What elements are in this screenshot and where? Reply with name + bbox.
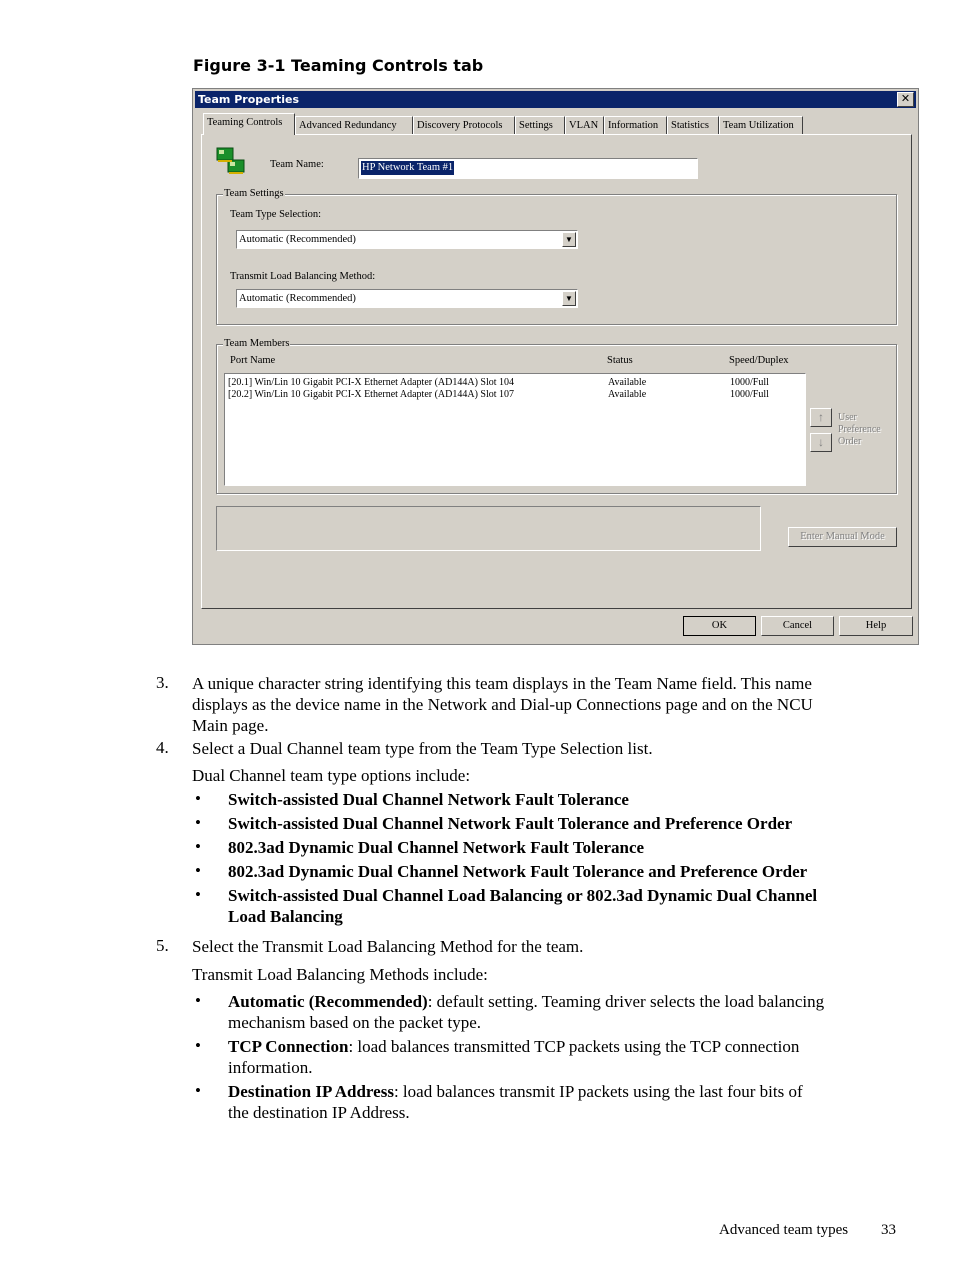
team-type-value: Automatic (Recommended) <box>239 234 356 245</box>
term: TCP Connection <box>228 1037 349 1056</box>
col-speed-duplex: Speed/Duplex <box>729 355 789 366</box>
tlb-method-item <box>228 1036 799 1078</box>
cancel-button[interactable]: Cancel <box>761 616 834 636</box>
tab-information[interactable]: Information <box>604 116 667 134</box>
team-type-select[interactable] <box>236 230 578 249</box>
step5-intro: Transmit Load Balancing Methods include: <box>192 965 488 984</box>
user-pref-line: Preference <box>838 424 881 435</box>
tlb-method-item <box>228 1081 803 1123</box>
team-type-option: Switch-assisted Dual Channel Network Fault Tolerance <box>228 790 629 809</box>
bullet-icon: • <box>195 1081 201 1100</box>
desc: : load balances transmit IP packets using the last four bits of <box>393 1082 803 1101</box>
bullet-icon: • <box>195 991 201 1010</box>
desc: the destination IP Address. <box>228 1103 410 1122</box>
team-name-value: HP Network Team #1 <box>362 162 454 173</box>
network-team-icon <box>216 146 246 176</box>
col-status: Status <box>607 355 633 366</box>
step4-text: Select a Dual Channel team type from the Team Type Selection list. <box>192 739 653 758</box>
bullet-icon: • <box>195 789 201 808</box>
term: Automatic (Recommended) <box>228 992 428 1011</box>
term: Destination IP Address <box>228 1082 394 1101</box>
team-name-label: Team Name: <box>270 159 324 170</box>
col-port-name: Port Name <box>230 355 276 366</box>
dialog-title: Team Properties <box>198 93 300 106</box>
step4-intro: Dual Channel team type options include: <box>192 766 471 785</box>
speed-cell: 1000/Full <box>730 377 769 388</box>
figure-caption: Figure 3-1 Teaming Controls tab <box>193 56 484 75</box>
speed-cell: 1000/Full <box>730 389 769 400</box>
tab-settings[interactable]: Settings <box>515 116 565 134</box>
team-type-label: Team Type Selection: <box>230 209 322 220</box>
port-name-cell: [20.2] Win/Lin 10 Gigabit PCI-X Ethernet Adapter (AD144A) Slot 107 <box>228 389 515 400</box>
user-preference-order-label <box>838 412 881 448</box>
dialog-titlebar <box>195 91 916 108</box>
close-button[interactable]: ✕ <box>897 92 914 107</box>
status-cell: Available <box>608 377 647 388</box>
tab-statistics[interactable]: Statistics <box>667 116 719 134</box>
tab-discovery-protocols[interactable]: Discovery Protocols <box>413 116 515 134</box>
tlb-method-item <box>228 991 824 1033</box>
tlb-method-value: Automatic (Recommended) <box>239 293 356 304</box>
team-type-option: 802.3ad Dynamic Dual Channel Network Fault Tolerance and Preference Order <box>228 862 808 881</box>
team-type-option: Switch-assisted Dual Channel Network Fault Tolerance and Preference Order <box>228 814 793 833</box>
tab-team-utilization[interactable]: Team Utilization <box>719 116 803 134</box>
move-up-button[interactable]: ↑ <box>810 408 832 427</box>
desc: mechanism based on the packet type. <box>228 1013 482 1032</box>
ok-button[interactable]: OK <box>683 616 756 636</box>
help-button[interactable]: Help <box>839 616 913 636</box>
desc: : load balances transmitted TCP packets using the TCP connection <box>348 1037 800 1056</box>
user-pref-line: Order <box>838 436 862 447</box>
enter-manual-mode-button[interactable]: Enter Manual Mode <box>788 527 897 547</box>
team-members-title: Team Members <box>224 338 290 349</box>
tab-advanced-redundancy[interactable]: Advanced Redundancy <box>295 116 413 134</box>
team-members-list[interactable] <box>224 373 806 486</box>
step5-text: Select the Transmit Load Balancing Method for the team. <box>192 937 584 956</box>
tab-teaming-controls[interactable]: Teaming Controls <box>203 113 295 135</box>
tlb-method-select[interactable] <box>236 289 578 308</box>
user-pref-line: User <box>838 412 857 423</box>
bullet-icon: • <box>195 1036 201 1055</box>
dropdown-arrow-icon[interactable]: ▼ <box>562 291 576 306</box>
status-cell: Available <box>608 389 647 400</box>
text-line: displays as the device name in the Network and Dial-up Connections page and on the NCU <box>192 695 813 714</box>
bullet-icon: • <box>195 885 201 904</box>
tlb-method-label: Transmit Load Balancing Method: <box>230 271 376 282</box>
step-number: 3. <box>156 673 169 692</box>
text-line: A unique character string identifying this team displays in the Team Name field. This name <box>192 674 812 693</box>
port-name-cell: [20.1] Win/Lin 10 Gigabit PCI-X Ethernet Adapter (AD144A) Slot 104 <box>228 377 515 388</box>
step-number: 5. <box>156 936 169 955</box>
team-type-option <box>228 885 817 927</box>
team-type-option: 802.3ad Dynamic Dual Channel Network Fault Tolerance <box>228 838 645 857</box>
desc: information. <box>228 1058 313 1077</box>
team-settings-title: Team Settings <box>224 188 284 199</box>
footer-section: Advanced team types <box>719 1222 849 1238</box>
bullet-icon: • <box>195 837 201 856</box>
page-number: 33 <box>881 1222 896 1238</box>
team-name-field[interactable] <box>358 158 698 179</box>
desc: : default setting. Teaming driver selects the load balancing <box>427 992 825 1011</box>
tab-vlan[interactable]: VLAN <box>565 116 604 134</box>
bullet-icon: • <box>195 813 201 832</box>
text-line: Main page. <box>192 716 269 735</box>
text-line: Switch-assisted Dual Channel Load Balancing or 802.3ad Dynamic Dual Channel <box>228 886 818 905</box>
text-line: Load Balancing <box>228 907 343 926</box>
dropdown-arrow-icon[interactable]: ▼ <box>562 232 576 247</box>
step-number: 4. <box>156 738 169 757</box>
bullet-icon: • <box>195 861 201 880</box>
status-area <box>216 506 761 551</box>
move-down-button[interactable]: ↓ <box>810 433 832 452</box>
step3-text <box>192 673 813 736</box>
